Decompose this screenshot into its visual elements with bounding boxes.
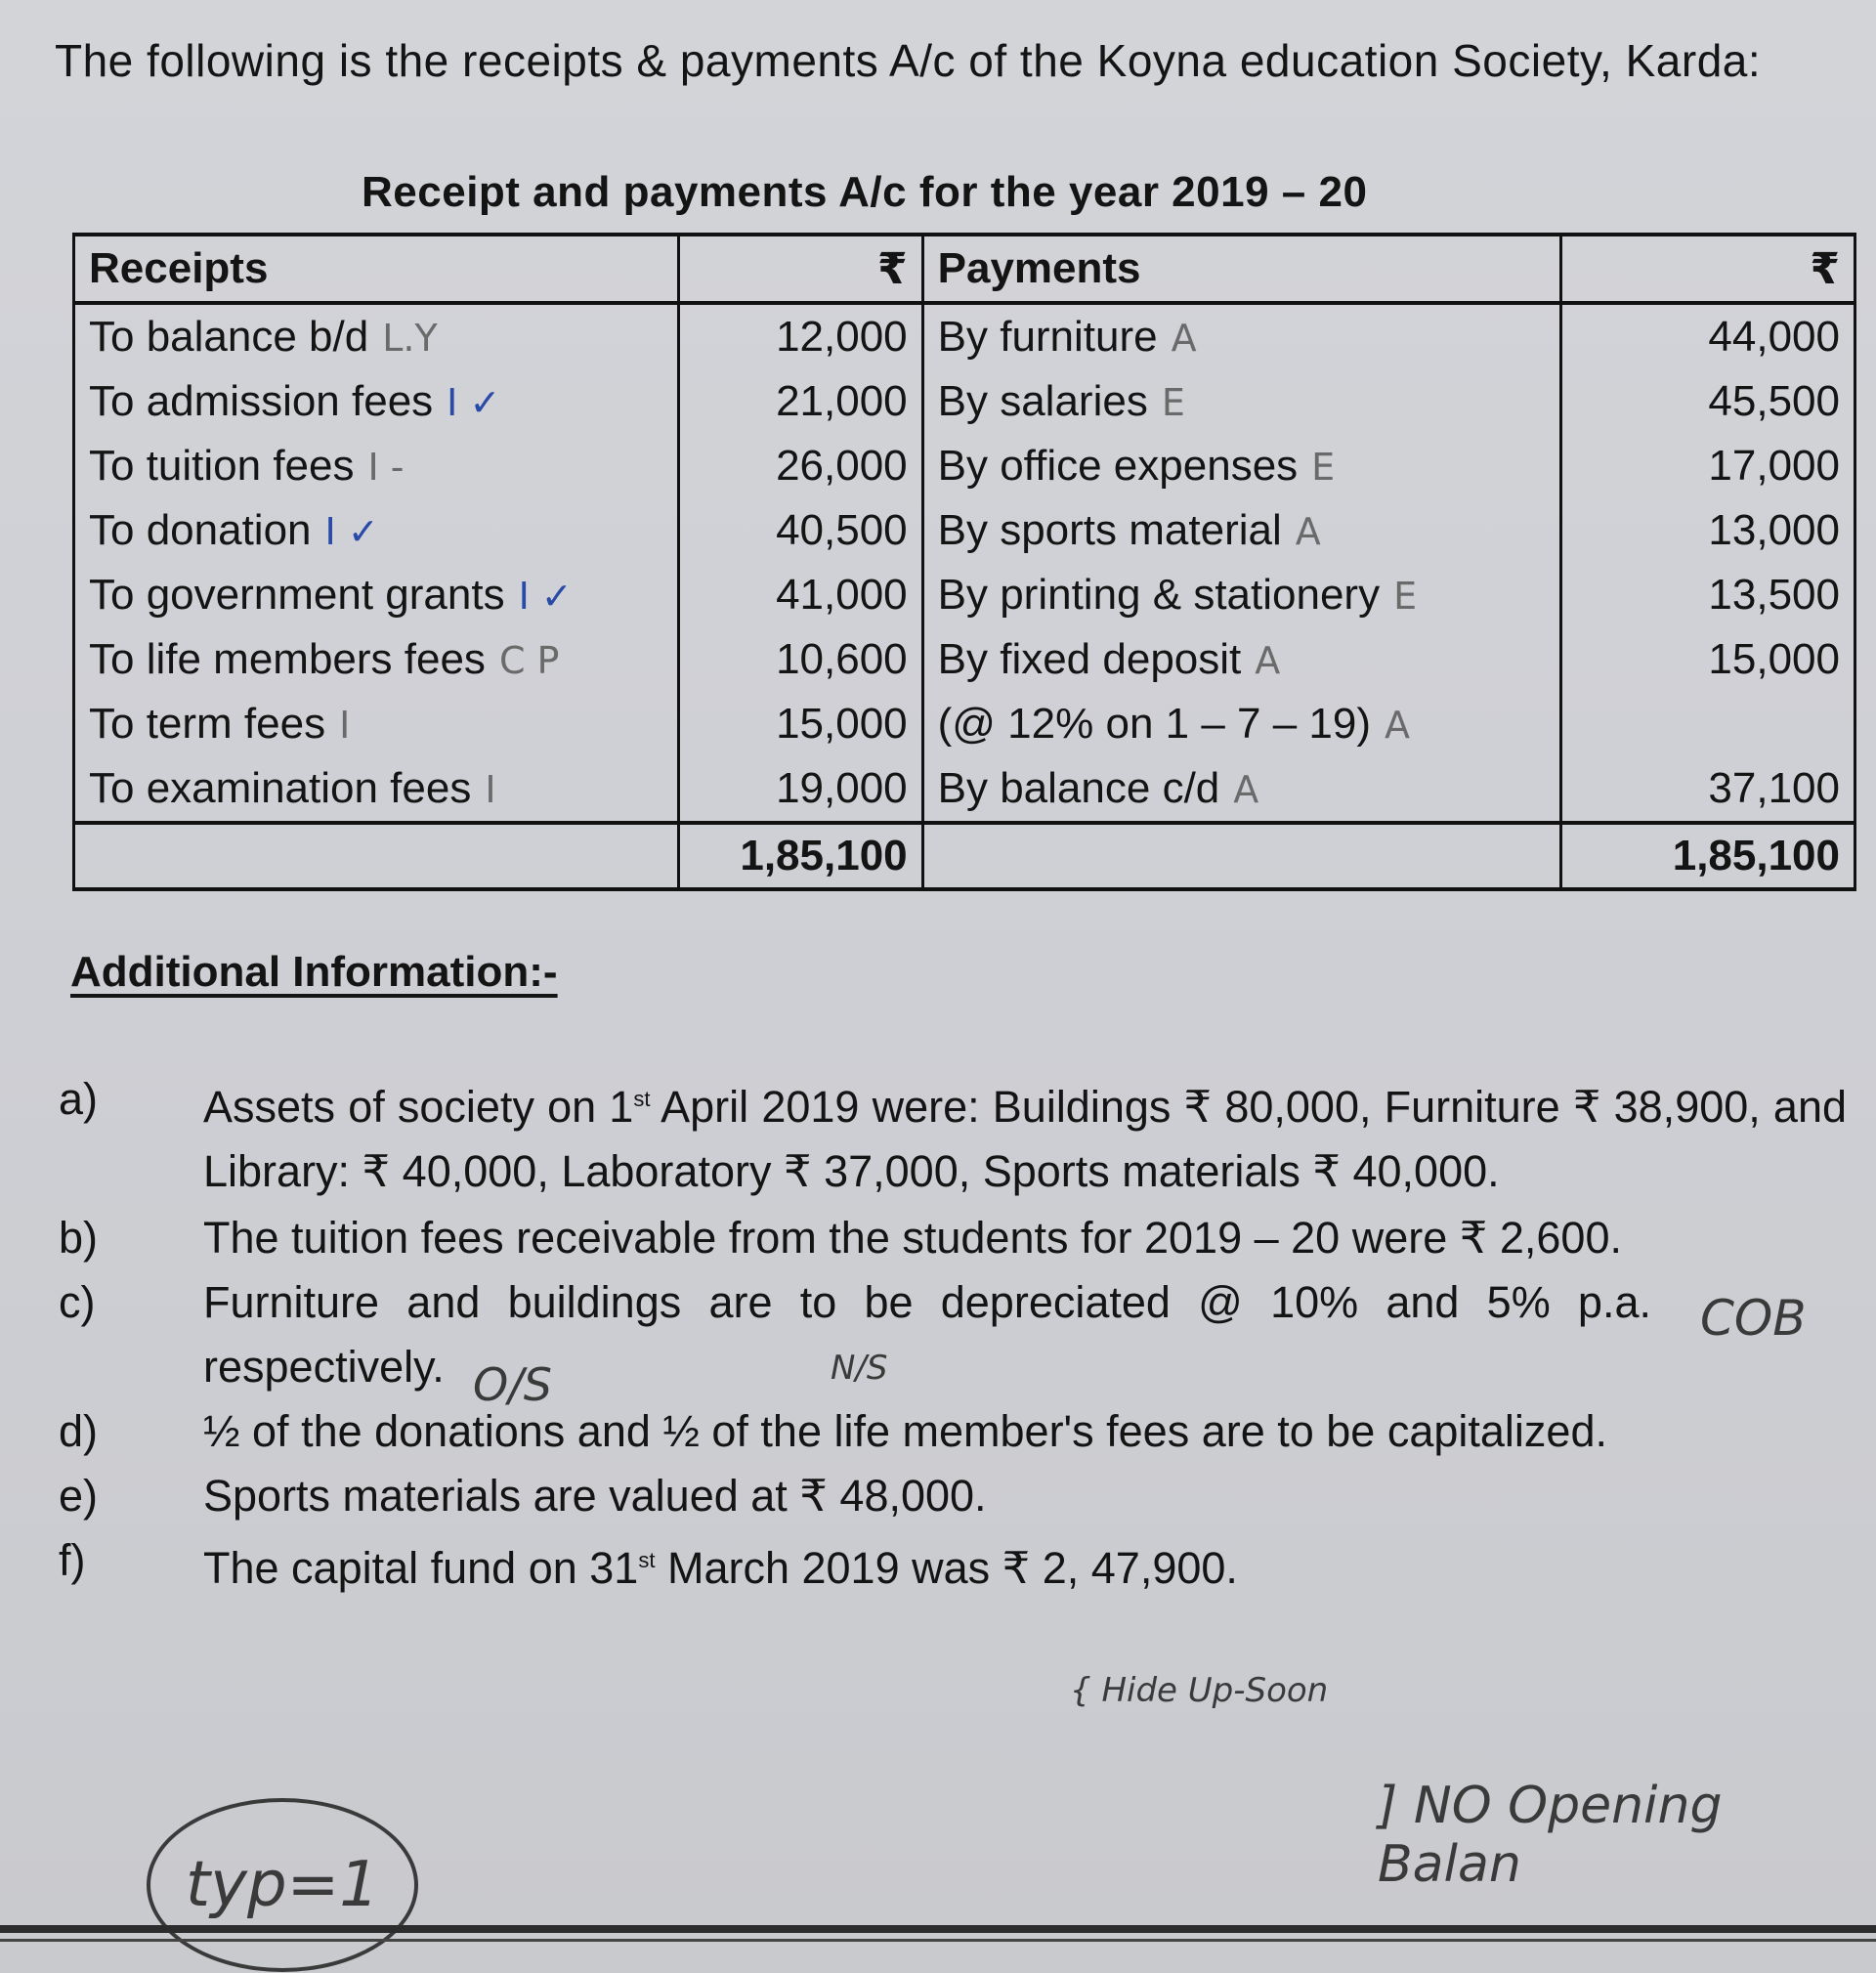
annotation-mark: I xyxy=(339,704,351,747)
table-row xyxy=(74,563,1855,627)
annotation-mark: I xyxy=(485,768,496,811)
receipt-amount: 15,000 xyxy=(678,692,922,756)
annotation-mark: C P xyxy=(498,639,560,682)
receipt-label: To tuition fees xyxy=(89,442,355,490)
payment-label: By furniture xyxy=(937,313,1158,361)
annotation-mark: A xyxy=(1255,639,1281,682)
receipt-label: To life members fees xyxy=(89,635,486,683)
table-header-row xyxy=(74,235,1855,303)
payment-label: By fixed deposit xyxy=(937,635,1242,683)
receipt-amount: 12,000 xyxy=(678,303,922,369)
handwritten-note-typ: typ=1 xyxy=(147,1798,418,1972)
payment-label: By office expenses xyxy=(937,442,1299,490)
annotation-mark: I ✓ xyxy=(447,381,501,424)
annotation-mark: L.Y xyxy=(382,317,438,360)
page-bottom-rule xyxy=(0,1925,1876,1933)
payments-header: Payments xyxy=(922,235,1561,303)
payment-amount: 44,000 xyxy=(1561,303,1855,369)
receipt-amount: 21,000 xyxy=(678,369,922,434)
receipt-label: To admission fees xyxy=(89,377,434,425)
item-text: The capital fund on 31 xyxy=(203,1543,639,1593)
receipt-amount: 10,600 xyxy=(678,627,922,692)
info-item-d xyxy=(49,1399,1847,1464)
payments-total: 1,85,100 xyxy=(1561,823,1855,889)
item-text: ½ of the donations and ½ of the life member's fees are to be capitalized. xyxy=(203,1406,1607,1456)
annotation-mark: A xyxy=(1233,768,1259,811)
annotation-mark: I ✓ xyxy=(518,575,573,618)
item-text: Assets of society on 1 xyxy=(203,1082,634,1132)
item-text: The tuition fees receivable from the students for 2019 – 20 were ₹ 2,600. xyxy=(203,1213,1622,1263)
payment-amount xyxy=(1561,692,1855,756)
annotation-mark: E xyxy=(1393,575,1418,618)
page-bottom-rule-thin xyxy=(0,1939,1876,1942)
item-text: March 2019 was ₹ 2, 47,900. xyxy=(655,1543,1238,1593)
payment-amount: 37,100 xyxy=(1561,756,1855,823)
item-label: a) xyxy=(59,1074,99,1124)
table-row xyxy=(74,756,1855,823)
payment-label: By sports material xyxy=(937,506,1282,554)
receipts-payments-table xyxy=(72,233,1856,891)
annotation-mark: A xyxy=(1171,317,1197,360)
receipts-total: 1,85,100 xyxy=(678,823,922,889)
item-text: Furniture and buildings are to be depreciated @ 10% and 5% p.a. respectively. xyxy=(203,1277,1651,1392)
receipt-label: To term fees xyxy=(89,700,326,748)
receipt-amount: 26,000 xyxy=(678,434,922,498)
item-label: e) xyxy=(59,1471,99,1521)
table-row xyxy=(74,498,1855,563)
ordinal-suffix: st xyxy=(633,1087,651,1111)
additional-info-heading: Additional Information:- xyxy=(70,948,558,996)
table-title: Receipt and payments A/c for the year 2019 – 20 xyxy=(362,168,1368,216)
table-row xyxy=(74,692,1855,756)
table-row xyxy=(74,627,1855,692)
item-text: Sports materials are valued at ₹ 48,000. xyxy=(203,1471,987,1521)
handwritten-note-hide: { Hide Up-Soon xyxy=(1070,1671,1329,1710)
item-label: c) xyxy=(59,1277,96,1327)
receipt-label: To donation xyxy=(89,506,312,554)
info-item-f xyxy=(49,1528,1847,1601)
item-label: f) xyxy=(59,1535,86,1585)
receipts-amount-header: ₹ xyxy=(678,235,922,303)
handwritten-note-cob: COB xyxy=(1700,1290,1807,1347)
payment-amount: 17,000 xyxy=(1561,434,1855,498)
payment-label: By balance c/d xyxy=(937,764,1220,812)
total-blank xyxy=(922,823,1561,889)
annotation-mark: E xyxy=(1161,381,1185,424)
table-row xyxy=(74,369,1855,434)
payment-amount: 13,000 xyxy=(1561,498,1855,563)
receipt-amount: 41,000 xyxy=(678,563,922,627)
payment-label: (@ 12% on 1 – 7 – 19) xyxy=(937,700,1372,748)
handwritten-note-os: O/S xyxy=(473,1358,552,1411)
info-item-c xyxy=(49,1270,1847,1399)
ordinal-suffix: st xyxy=(638,1548,656,1572)
total-row xyxy=(74,823,1855,889)
receipt-label: To balance b/d xyxy=(89,313,369,361)
info-item-e xyxy=(49,1464,1847,1528)
receipt-label: To examination fees xyxy=(89,764,472,812)
payment-label: By printing & stationery xyxy=(937,571,1381,619)
info-item-b xyxy=(49,1206,1847,1270)
receipts-header: Receipts xyxy=(74,235,679,303)
payment-amount: 13,500 xyxy=(1561,563,1855,627)
item-text: April 2019 were: Buildings ₹ 80,000, Furniture ₹ 38,900, and Library: ₹ 40,000, Laboratory ₹ 37,000, Sports materials ₹ 40,000. xyxy=(203,1082,1848,1196)
annotation-mark: E xyxy=(1311,446,1336,489)
annotation-mark: I - xyxy=(367,446,405,489)
annotation-mark: A xyxy=(1295,510,1321,553)
receipt-amount: 40,500 xyxy=(678,498,922,563)
receipt-label: To government grants xyxy=(89,571,505,619)
annotation-mark: A xyxy=(1385,704,1411,747)
table-row xyxy=(74,303,1855,369)
handwritten-note-ns: N/S xyxy=(831,1349,888,1388)
receipt-amount: 19,000 xyxy=(678,756,922,823)
payment-amount: 15,000 xyxy=(1561,627,1855,692)
payments-amount-header: ₹ xyxy=(1561,235,1855,303)
payment-amount: 45,500 xyxy=(1561,369,1855,434)
payment-label: By salaries xyxy=(937,377,1148,425)
annotation-mark: I ✓ xyxy=(324,510,379,553)
total-blank xyxy=(74,823,679,889)
info-item-a xyxy=(49,1067,1847,1204)
item-label: d) xyxy=(59,1406,99,1456)
problem-intro: The following is the receipts & payments A/c of the Koyna education Society, Karda: xyxy=(55,35,1762,86)
handwritten-note-no-opening: ] NO Opening Balan xyxy=(1378,1777,1723,1894)
item-label: b) xyxy=(59,1213,99,1263)
table-row xyxy=(74,434,1855,498)
additional-info-list xyxy=(49,1067,1847,1601)
